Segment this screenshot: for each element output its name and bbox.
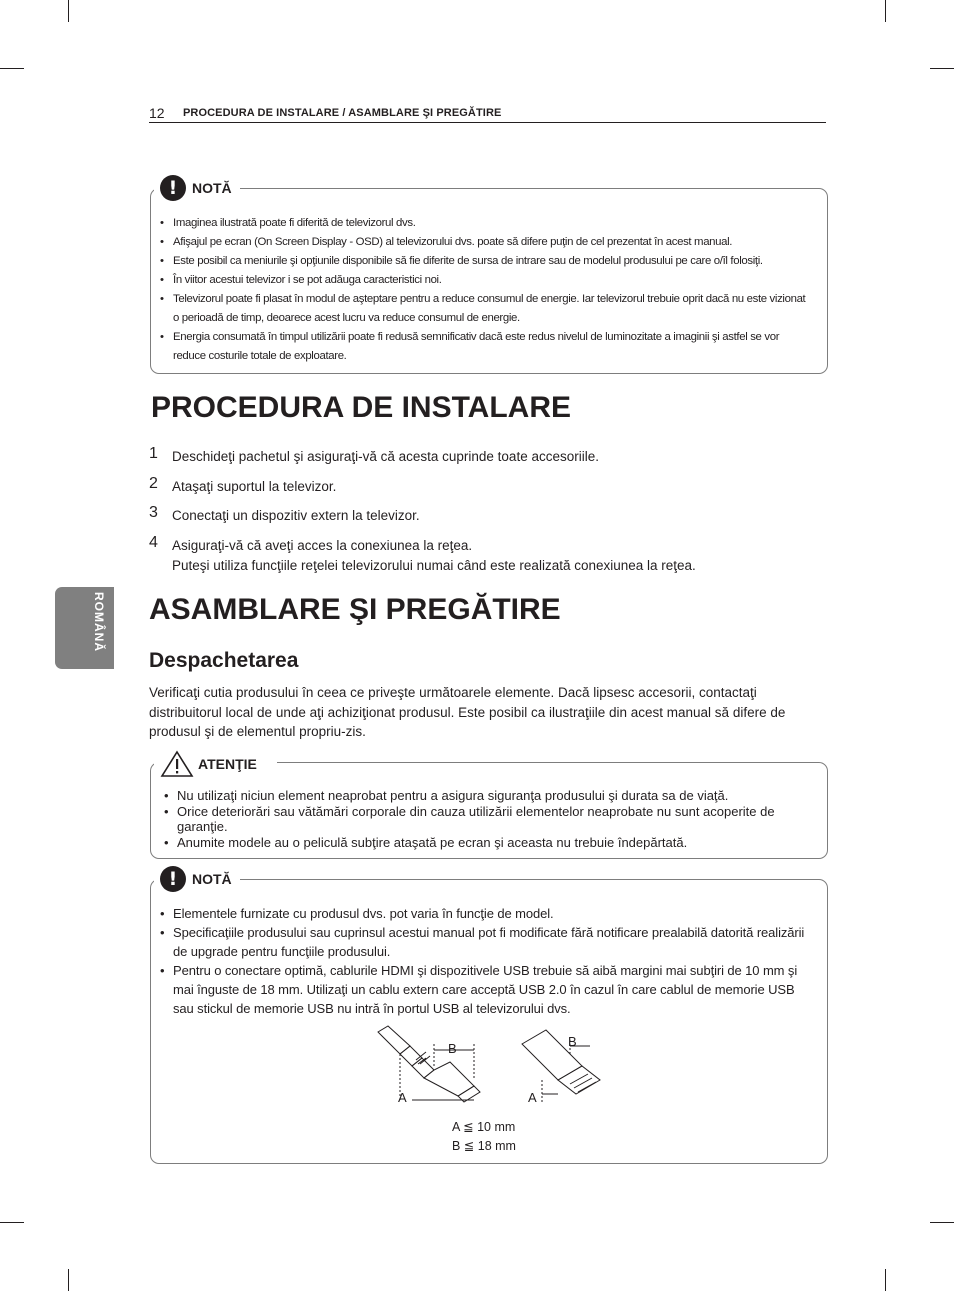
- list-item: • Energia consumată în timpul utilizării poate fi redusă semnificativ dacă este redus nivelul de luminozitate a imaginii şi astfel se vor reduce costurile totale de exploatare.: [160, 328, 810, 366]
- dimension-label-b: B: [568, 1034, 577, 1049]
- note-list: [160, 214, 810, 366]
- step-text: Asiguraţi-vă că aveţi acces la conexiunea la reţea.: [172, 537, 473, 553]
- dimension-label-b: B: [448, 1041, 457, 1056]
- list-item: • Orice deteriorări sau vătămări corporale din cauza utilizării elementelor neaprobate nu sunt acoperite de garanţie.: [164, 804, 804, 835]
- exclamation-icon: !: [160, 866, 186, 892]
- note-box: [150, 177, 828, 374]
- step-number: 2: [149, 474, 158, 492]
- dimension-spec-a: A ≦ 10 mm: [452, 1120, 516, 1134]
- unpacking-subtitle: Despachetarea: [149, 649, 299, 672]
- step-number: 3: [149, 504, 158, 521]
- cable-dimension-figure: [370, 1022, 610, 1110]
- list-item: • Anumite modele au o peliculă subţire ataşată pe ecran şi aceasta nu trebuie îndepărtată.: [164, 835, 804, 851]
- dimension-label-a: A: [528, 1090, 537, 1105]
- crop-mark: [0, 68, 24, 69]
- step-text: Ataşaţi suportul la televizor.: [172, 478, 337, 494]
- crop-mark: [885, 1269, 886, 1291]
- caution-label: ATENŢIE: [198, 756, 257, 772]
- crop-mark: [68, 1269, 69, 1291]
- list-item: • În viitor acestui televizor i se pot adăuga caracteristici noi.: [160, 271, 810, 290]
- list-item: • Nu utilizaţi niciun element neaprobat pentru a asigura siguranţa produsului şi durata sa de viaţă.: [164, 788, 804, 804]
- note-label: NOTĂ: [192, 180, 232, 196]
- note-header: [154, 175, 240, 201]
- step-text: Deschideţi pachetul şi asiguraţi-vă că acesta cuprinde toate accesoriile.: [172, 449, 599, 464]
- assembly-title: ASAMBLARE ŞI PREGĂTIRE: [149, 593, 561, 626]
- list-item: • Televizorul poate fi plasat în modul de aşteptare pentru a reduce consumul de energie. Iar televizorul trebuie oprit dacă nu este vizionat o perioadă de timp, deoarece acest lucru va reduce consumul de energie.: [160, 290, 810, 328]
- step-item: [149, 505, 829, 535]
- dimension-label-a: A: [398, 1090, 407, 1105]
- installation-title: PROCEDURA DE INSTALARE: [151, 391, 572, 424]
- caution-box: [150, 756, 828, 859]
- warning-icon: [160, 750, 194, 778]
- step-text: Conectaţi un dispozitiv extern la televizor.: [172, 508, 420, 523]
- note-label: NOTĂ: [192, 871, 232, 887]
- step-subtext: Puteşi utiliza funcţiile reţelei televizorului numai când este realizată conexiunea la reţea.: [172, 557, 696, 573]
- language-tab-label: ROMÂNĂ: [92, 592, 106, 652]
- note-list: [160, 904, 805, 1018]
- exclamation-icon: !: [160, 175, 186, 201]
- note-header: [154, 866, 240, 892]
- header-rule: [149, 122, 826, 123]
- crop-mark: [930, 1222, 954, 1223]
- list-item: • Este posibil ca meniurile şi opţiunile disponibile să fie diferite de sursa de intrare sau de modelul produsului pe care o/îl folosiţi.: [160, 252, 810, 271]
- step-item: [149, 476, 829, 506]
- list-item: • Imaginea ilustrată poate fi diferită de televizorul dvs.: [160, 214, 810, 233]
- crop-mark: [68, 0, 69, 22]
- list-item: • Specificaţiile produsului sau cuprinsul acestui manual pot fi modificate fără notificare prealabilă datorită realizării de upgrade pentru funcţiile produsului.: [160, 923, 805, 961]
- step-number: 1: [149, 445, 158, 462]
- list-item: • Afişajul pe ecran (On Screen Display - OSD) al televizorului dvs. poate să difere puţin de cel prezentat în acest manual.: [160, 233, 810, 252]
- caution-list: [164, 788, 804, 850]
- unpacking-paragraph: Verificaţi cutia produsului în ceea ce priveşte următoarele elemente. Dacă lipsesc accesorii, contactaţi distribuitorul local de unde aţi achiziţionat produsul. Este posibil ca ilustraţiile din acest manual să difere de produsul şi de elementul propriu-zis.: [149, 685, 786, 739]
- crop-mark: [0, 1222, 24, 1223]
- list-item: • Elementele furnizate cu produsul dvs. pot varia în funcţie de model.: [160, 904, 805, 923]
- page-number: 12: [149, 105, 165, 121]
- step-number: 4: [149, 533, 158, 551]
- caution-header: [154, 750, 277, 778]
- step-item: [149, 533, 829, 573]
- running-header: PROCEDURA DE INSTALARE / ASAMBLARE ŞI PREGĂTIRE: [183, 107, 502, 119]
- crop-mark: [930, 68, 954, 69]
- crop-mark: [885, 0, 886, 22]
- installation-steps: [149, 445, 829, 573]
- dimension-spec-b: B ≦ 18 mm: [452, 1139, 516, 1153]
- list-item: • Pentru o conectare optimă, cablurile HDMI şi dispozitivele USB trebuie să aibă margini mai subţiri de 10 mm şi mai înguste de 18 mm. Utilizaţi un cablu extern care acceptă USB 2.0 în cazul în care cablul de memorie USB sau stickul de memorie USB nu intră în portul USB al televizorului dvs.: [160, 961, 805, 1018]
- step-item: [149, 446, 829, 476]
